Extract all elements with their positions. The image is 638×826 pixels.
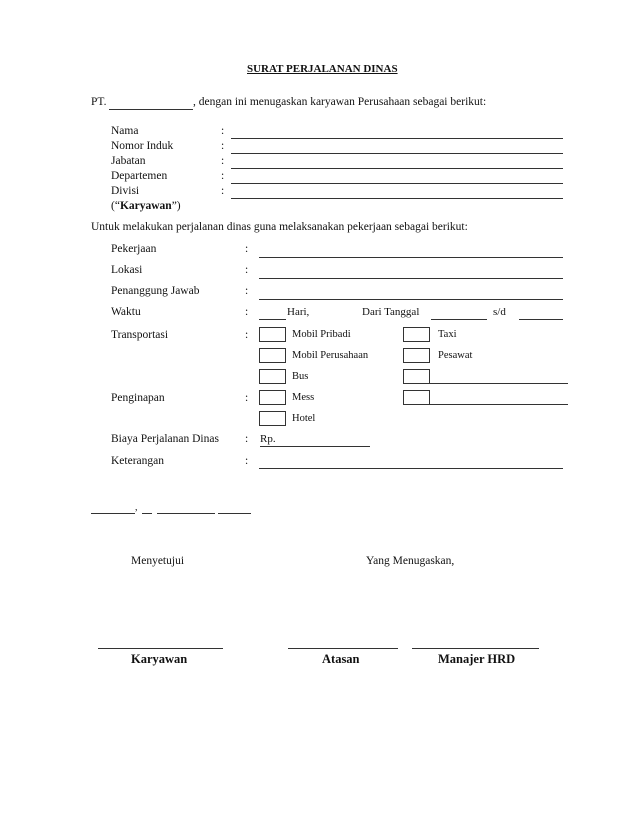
departemen-field[interactable] [231, 183, 563, 184]
hotel-checkbox[interactable] [259, 411, 286, 426]
transportasi-colon: : [245, 329, 249, 341]
month-field[interactable] [157, 513, 215, 514]
taxi-checkbox[interactable] [403, 327, 430, 342]
biaya-colon: : [245, 433, 249, 445]
transportasi-label: Transportasi [111, 329, 169, 341]
departemen-colon: : [221, 170, 225, 182]
waktu-colon: : [245, 306, 249, 318]
divisi-field[interactable] [231, 198, 563, 199]
other-transport-checkbox[interactable] [403, 369, 430, 384]
departemen-label: Departemen [111, 170, 168, 182]
nama-colon: : [221, 125, 225, 137]
penanggung-jawab-field[interactable] [259, 299, 563, 300]
karyawan-note: (“Karyawan”) [111, 200, 181, 212]
pesawat-label: Pesawat [438, 350, 473, 361]
pesawat-checkbox[interactable] [403, 348, 430, 363]
hari-label: Hari, [287, 306, 310, 318]
pekerjaan-colon: : [245, 243, 249, 255]
other-lodging-checkbox[interactable] [403, 390, 430, 405]
karyawan-signature-name: Karyawan [131, 652, 188, 666]
biaya-prefix: Rp. [260, 433, 276, 445]
mobil-perusahaan-checkbox[interactable] [259, 348, 286, 363]
penanggung-jawab-colon: : [245, 285, 249, 297]
mobil-perusahaan-label: Mobil Perusahaan [292, 350, 369, 361]
intro-text: , dengan ini menugaskan karyawan Perusahaan sebagai berikut: [193, 96, 487, 108]
hari-field[interactable] [259, 319, 286, 320]
atasan-signature-line[interactable] [288, 648, 398, 649]
nama-field[interactable] [231, 138, 563, 139]
bus-label: Bus [292, 371, 309, 382]
karyawan-signature-line[interactable] [98, 648, 223, 649]
bus-checkbox[interactable] [259, 369, 286, 384]
other-lodging-field[interactable] [430, 404, 568, 405]
biaya-field[interactable] [260, 446, 370, 447]
task-intro: Untuk melakukan perjalanan dinas guna melaksanakan pekerjaan sebagai berikut: [91, 221, 468, 233]
jabatan-label: Jabatan [111, 155, 146, 167]
lokasi-label: Lokasi [111, 264, 143, 276]
pekerjaan-label: Pekerjaan [111, 243, 157, 255]
nomor-induk-label: Nomor Induk [111, 140, 174, 152]
lokasi-colon: : [245, 264, 249, 276]
document-title: SURAT PERJALANAN DINAS [247, 63, 398, 75]
sd-label: s/d [493, 306, 506, 318]
nomor-induk-field[interactable] [231, 153, 563, 154]
manajer-hrd-signature-name: Manajer HRD [438, 652, 516, 666]
waktu-label: Waktu [111, 306, 141, 318]
company-name-field[interactable] [109, 109, 193, 110]
yang-menugaskan-label: Yang Menugaskan, [366, 555, 455, 567]
nomor-induk-colon: : [221, 140, 225, 152]
biaya-label: Biaya Perjalanan Dinas [111, 433, 219, 445]
divisi-colon: : [221, 185, 225, 197]
year-field[interactable] [218, 513, 251, 514]
manajer-hrd-signature-line[interactable] [412, 648, 539, 649]
sampai-tanggal-field[interactable] [519, 319, 563, 320]
mobil-pribadi-checkbox[interactable] [259, 327, 286, 342]
jabatan-colon: : [221, 155, 225, 167]
mess-checkbox[interactable] [259, 390, 286, 405]
hotel-label: Hotel [292, 413, 316, 424]
divisi-label: Divisi [111, 185, 140, 197]
city-field[interactable] [91, 513, 135, 514]
nama-label: Nama [111, 125, 139, 137]
mess-label: Mess [292, 392, 315, 403]
penginapan-label: Penginapan [111, 392, 165, 404]
keterangan-colon: : [245, 455, 249, 467]
other-transport-field[interactable] [430, 383, 568, 384]
keterangan-field[interactable] [259, 468, 563, 469]
atasan-signature-name: Atasan [322, 652, 360, 666]
dari-tanggal-label: Dari Tanggal [362, 306, 420, 318]
penginapan-colon: : [245, 392, 249, 404]
jabatan-field[interactable] [231, 168, 563, 169]
intro-prefix: PT. [91, 96, 107, 108]
menyetujui-label: Menyetujui [131, 555, 185, 567]
pekerjaan-field[interactable] [259, 257, 563, 258]
mobil-pribadi-label: Mobil Pribadi [292, 329, 351, 340]
day-field[interactable] [142, 513, 152, 514]
dari-tanggal-field[interactable] [431, 319, 487, 320]
lokasi-field[interactable] [259, 278, 563, 279]
date-comma: , [135, 502, 138, 513]
taxi-label: Taxi [438, 329, 457, 340]
keterangan-label: Keterangan [111, 455, 164, 467]
penanggung-jawab-label: Penanggung Jawab [111, 285, 200, 297]
